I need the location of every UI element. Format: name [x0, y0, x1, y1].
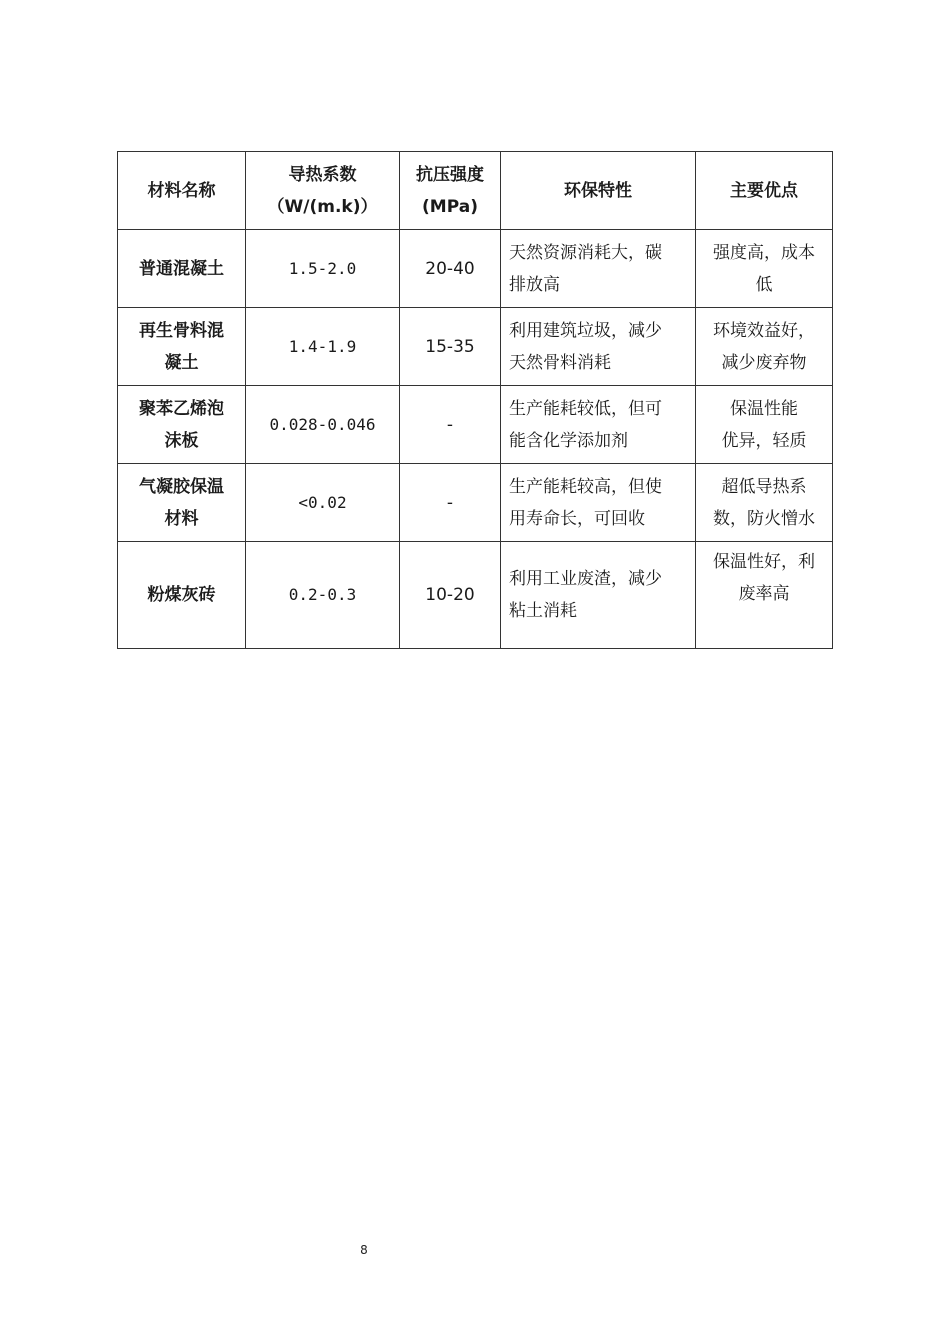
- table-row: [118, 464, 833, 542]
- cell-strength: 15-35: [400, 308, 501, 386]
- cell-strength: 20-40: [400, 230, 501, 308]
- table-row: [118, 230, 833, 308]
- cell-strength: 10-20: [400, 542, 501, 649]
- cell-eco: 利用工业废渣，减少 粘土消耗: [501, 542, 696, 649]
- cell-material-name: 普通混凝土: [118, 230, 246, 308]
- cell-eco: 利用建筑垃圾，减少 天然骨料消耗: [501, 308, 696, 386]
- header-material-name: 材料名称: [118, 152, 246, 230]
- cell-strength: -: [400, 386, 501, 464]
- cell-advantage: 超低导热系 数，防火憎水: [696, 464, 833, 542]
- cell-material-name: 再生骨料混 凝土: [118, 308, 246, 386]
- cell-conductivity: 1.4-1.9: [246, 308, 400, 386]
- cell-strength: -: [400, 464, 501, 542]
- cell-conductivity: 1.5-2.0: [246, 230, 400, 308]
- cell-eco: 天然资源消耗大，碳 排放高: [501, 230, 696, 308]
- header-thermal-conductivity: 导热系数 （W/(m.k)）: [246, 152, 400, 230]
- cell-material-name: 聚苯乙烯泡 沫板: [118, 386, 246, 464]
- table-row: [118, 386, 833, 464]
- cell-advantage: 保温性能 优异，轻质: [696, 386, 833, 464]
- header-compressive-strength: 抗压强度 (MPa): [400, 152, 501, 230]
- cell-advantage: 环境效益好， 减少废弃物: [696, 308, 833, 386]
- header-eco-properties: 环保特性: [501, 152, 696, 230]
- materials-table: [117, 151, 833, 649]
- page-number: 8: [360, 1243, 368, 1257]
- cell-eco: 生产能耗较低，但可 能含化学添加剂: [501, 386, 696, 464]
- table-header-row: [118, 152, 833, 230]
- table-row: [118, 542, 833, 649]
- header-main-advantages: 主要优点: [696, 152, 833, 230]
- cell-eco: 生产能耗较高，但使 用寿命长，可回收: [501, 464, 696, 542]
- table-row: [118, 308, 833, 386]
- cell-conductivity: 0.028-0.046: [246, 386, 400, 464]
- cell-conductivity: <0.02: [246, 464, 400, 542]
- cell-advantage: 强度高，成本 低: [696, 230, 833, 308]
- cell-material-name: 气凝胶保温 材料: [118, 464, 246, 542]
- cell-conductivity: 0.2-0.3: [246, 542, 400, 649]
- cell-material-name: 粉煤灰砖: [118, 542, 246, 649]
- cell-advantage: 保温性好，利 废率高: [696, 542, 833, 649]
